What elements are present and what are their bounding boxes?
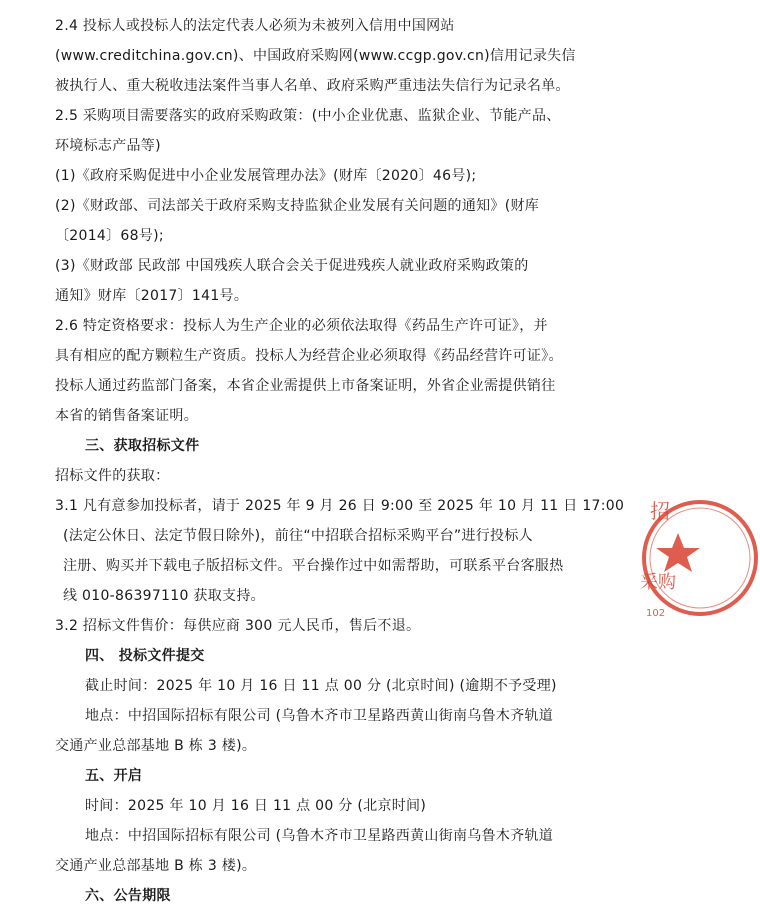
seal-text-top: 招 xyxy=(650,499,670,523)
text-line: (法定公休日、法定节假日除外)，前往“中招联合招标采购平台”进行投标人 xyxy=(63,528,533,544)
section-heading-3: 三、获取招标文件 xyxy=(85,438,200,454)
text-line: 注册、购买并下载电子版招标文件。平台操作过中如需帮助，可联系平台客服热 xyxy=(63,558,564,574)
seal-text-mid: 采购 xyxy=(640,572,676,593)
text-line: 3.2 招标文件售价：每供应商 300 元人民币，售后不退。 xyxy=(55,618,421,634)
text-line: 本省的销售备案证明。 xyxy=(55,408,198,424)
text-line: (1)《政府采购促进中小企业发展管理办法》(财库〔2020〕46号); xyxy=(55,168,477,184)
text-line: 时间：2025 年 10 月 16 日 11 点 00 分 (北京时间) xyxy=(85,798,427,814)
text-line: 具有相应的配方颗粒生产资质。投标人为经营企业必须取得《药品经营许可证》。 xyxy=(55,348,563,364)
text-line: 〔2014〕68号); xyxy=(55,228,164,244)
text-line: 地点：中招国际招标有限公司 (乌鲁木齐市卫星路西黄山街南乌鲁木齐轨道 xyxy=(85,828,554,844)
text-line: 3.1 凡有意参加投标者，请于 2025 年 9 月 26 日 9:00 至 2025 年 10 月 11 日 17:00 xyxy=(55,498,625,514)
section-heading-5: 五、开启 xyxy=(85,768,143,784)
section-heading-6: 六、公告期限 xyxy=(85,888,171,904)
text-line: 环境标志产品等) xyxy=(55,138,161,154)
text-line: (3)《财政部 民政部 中国残疾人联合会关于促进残疾人就业政府采购政策的 xyxy=(55,258,529,274)
text-line: 被执行人、重大税收违法案件当事人名单、政府采购严重违法失信行为记录名单。 xyxy=(55,78,570,94)
text-line: (2)《财政部、司法部关于政府采购支持监狱企业发展有关问题的通知》(财库 xyxy=(55,198,540,214)
text-line: 通知》财库〔2017〕141号。 xyxy=(55,288,249,304)
text-line: 2.6 特定资格要求：投标人为生产企业的必须依法取得《药品生产许可证》，并 xyxy=(55,318,548,334)
text-line: 地点：中招国际招标有限公司 (乌鲁木齐市卫星路西黄山街南乌鲁木齐轨道 xyxy=(85,708,554,724)
text-line: 线 010-86397110 获取支持。 xyxy=(63,588,265,604)
text-line: 2.5 采购项目需要落实的政府采购政策：(中小企业优惠、监狱企业、节能产品、 xyxy=(55,108,561,124)
text-line: 截止时间：2025 年 10 月 16 日 11 点 00 分 (北京时间) (逾期不予受理) xyxy=(85,678,557,694)
text-line: 招标文件的获取： xyxy=(55,468,170,484)
text-line: (www.creditchina.gov.cn)、中国政府采购网(www.ccgp.gov.cn)信用记录失信 xyxy=(55,48,576,64)
text-line: 交通产业总部基地 B 栋 3 楼)。 xyxy=(55,858,257,874)
section-heading-4: 四、 投标文件提交 xyxy=(85,648,205,664)
text-line: 交通产业总部基地 B 栋 3 楼)。 xyxy=(55,738,257,754)
text-line: 2.4 投标人或投标人的法定代表人必须为未被列入信用中国网站 xyxy=(55,18,455,34)
text-line: 投标人通过药监部门备案，本省企业需提供上市备案证明，外省企业需提供销往 xyxy=(55,378,556,394)
seal-text-bottom: 102 xyxy=(646,608,666,619)
